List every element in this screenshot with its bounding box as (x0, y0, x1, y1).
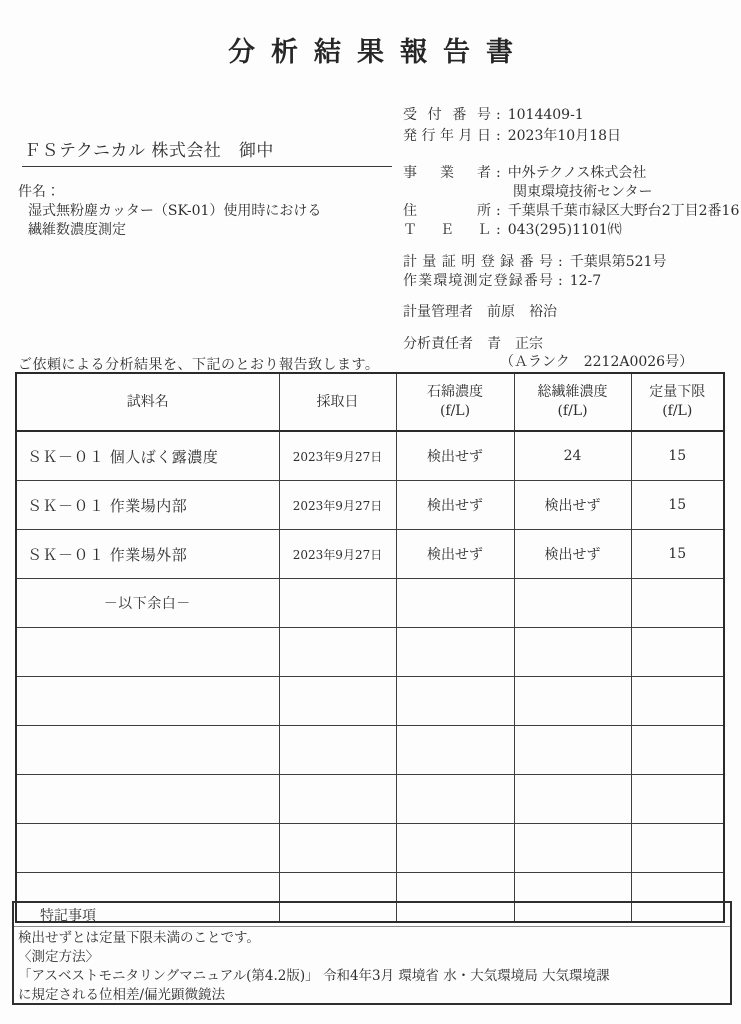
sample-name-cell (16, 726, 279, 775)
value-cell (514, 775, 631, 824)
value-cell (279, 824, 396, 873)
col-header-text: 総繊維濃度 (537, 384, 608, 400)
analysis-manager-label: 分析責任者 (403, 336, 473, 352)
analysis-manager-rank-line (500, 351, 693, 371)
sample-name-cell (16, 775, 279, 824)
address-value: 千葉県千葉市緑区大野台2丁目2番16 (507, 203, 740, 219)
sample-name-cell (16, 824, 279, 873)
col-header-quant-limit (631, 373, 724, 431)
work-env-reg-line (403, 270, 601, 290)
sample-name-cell: ＳＫ－０１ 作業場内部 (16, 481, 279, 530)
colon: : (496, 107, 501, 123)
value-cell (514, 726, 631, 775)
measurement-manager-line (403, 301, 557, 321)
value-cell (396, 775, 514, 824)
col-header-unit: (f/L) (662, 403, 693, 419)
value-cell: 2023年9月27日 (279, 481, 396, 530)
operator-line2 (513, 181, 652, 201)
value-cell: 24 (514, 431, 631, 481)
cert-reg-label: 計量証明登録番号 (403, 254, 553, 270)
value-cell (396, 677, 514, 726)
note-line: 「アスベストモニタリングマニュアル(第4.2版)」 令和4年3月 環境省 水・大気環境局 大気環境課 (18, 968, 610, 984)
sample-name-cell: ＳＫ－０１ 個人ばく露濃度 (16, 431, 279, 481)
value-cell (631, 628, 724, 677)
sample-name-cell: －以下余白－ (16, 579, 279, 628)
colon: : (496, 128, 501, 144)
value-cell: 検出せず (396, 530, 514, 579)
value-cell (279, 775, 396, 824)
value-cell: 15 (631, 530, 724, 579)
notes-title: 特記事項 (14, 903, 730, 927)
colon: : (496, 165, 501, 181)
tel-label: ＴＥＬ (403, 222, 491, 238)
value-cell (396, 726, 514, 775)
measurement-manager-value: 前原 裕治 (487, 304, 557, 320)
value-cell (514, 824, 631, 873)
page-title: 分析結果報告書 (228, 37, 529, 68)
value-cell: 検出せず (514, 530, 631, 579)
sample-name-cell (16, 677, 279, 726)
value-cell (631, 677, 724, 726)
value-cell (631, 824, 724, 873)
value-cell (396, 628, 514, 677)
operator-line (403, 162, 646, 182)
analysis-manager-line (403, 333, 543, 353)
address-line (403, 200, 739, 220)
results-table (15, 372, 725, 923)
table-row (16, 628, 724, 677)
value-cell: 検出せず (396, 431, 514, 481)
value-cell: 検出せず (396, 481, 514, 530)
value-cell (279, 579, 396, 628)
value-cell (631, 775, 724, 824)
table-row (16, 677, 724, 726)
table-row (16, 481, 724, 530)
results-table-head (16, 373, 724, 431)
value-cell (396, 579, 514, 628)
value-cell: 検出せず (514, 481, 631, 530)
value-cell: 2023年9月27日 (279, 530, 396, 579)
col-header-sample-name (16, 373, 279, 431)
value-cell (279, 677, 396, 726)
col-header-unit: (f/L) (557, 403, 588, 419)
value-cell: 15 (631, 481, 724, 530)
value-cell (396, 824, 514, 873)
analysis-manager-value: 青 正宗 (487, 336, 543, 352)
subject-line2: 繊維数濃度測定 (28, 222, 126, 238)
table-row (16, 579, 724, 628)
value-cell: 15 (631, 431, 724, 481)
notes-box (12, 901, 732, 1005)
issue-date-value: 2023年10月18日 (507, 128, 621, 144)
colon: : (496, 203, 501, 219)
table-row (16, 775, 724, 824)
recipient-name: ＦＳテクニカル 株式会社 御中 (22, 136, 392, 167)
note-line: 検出せずとは定量下限未満のことです。 (18, 930, 260, 946)
subject-label: 件名： (18, 184, 60, 200)
subject-block (18, 183, 321, 240)
cert-reg-line (403, 251, 666, 271)
note-line: に規定される位相差/偏光顕微鏡法 (18, 987, 226, 1003)
tel-value: 043(295)1101㈹ (507, 222, 622, 238)
col-header-text: 試料名 (126, 393, 169, 410)
analysis-manager-rank: （Ａランク 2212A0026号） (500, 354, 694, 370)
value-cell (279, 628, 396, 677)
table-row (16, 824, 724, 873)
measurement-manager-label: 計量管理者 (403, 304, 473, 320)
subject-line1: 湿式無粉塵カッター（SK-01）使用時における (28, 203, 322, 219)
note-line: 〈測定方法〉 (18, 949, 99, 965)
operator-value: 中外テクノス株式会社 (507, 165, 647, 181)
table-row (16, 530, 724, 579)
col-header-text: 石綿濃度 (427, 384, 483, 400)
table-row (16, 431, 724, 481)
operator-label: 事業者 (403, 165, 491, 181)
value-cell (279, 726, 396, 775)
value-cell (514, 579, 631, 628)
issue-date-line (403, 125, 621, 145)
colon: : (558, 273, 563, 289)
col-header-sampling-date (279, 373, 396, 431)
value-cell (631, 579, 724, 628)
notes-body (14, 927, 730, 1005)
receipt-number-line (403, 104, 584, 124)
col-header-text: 定量下限 (649, 384, 706, 400)
work-env-reg-label: 作業環境測定登録番号 (403, 273, 553, 289)
col-header-unit: (f/L) (439, 403, 471, 419)
col-header-text: 採取日 (316, 393, 359, 410)
intro-sentence: ご依頼による分析結果を、下記のとおり報告致します。 (18, 357, 380, 373)
header-row (16, 373, 724, 431)
receipt-number-label: 受付番号 (403, 107, 491, 123)
colon: : (558, 254, 563, 270)
receipt-number-value: 1014409-1 (507, 107, 584, 123)
value-cell (514, 677, 631, 726)
work-env-reg-value: 12-7 (569, 273, 602, 289)
col-header-total-fiber-conc (514, 373, 631, 431)
value-cell (631, 726, 724, 775)
sample-name-cell: ＳＫ－０１ 作業場外部 (16, 530, 279, 579)
col-header-asbestos-conc (396, 373, 514, 431)
colon: : (496, 222, 501, 238)
value-cell (514, 628, 631, 677)
sample-name-cell (16, 628, 279, 677)
value-cell: 2023年9月27日 (279, 431, 396, 481)
tel-line (403, 219, 622, 239)
cert-reg-value: 千葉県第521号 (569, 254, 667, 270)
issue-date-label: 発行年月日 (403, 128, 491, 144)
table-row (16, 726, 724, 775)
operator-value2: 関東環境技術センター (513, 184, 653, 200)
address-label: 住所 (403, 203, 491, 219)
results-table-body (16, 431, 724, 922)
